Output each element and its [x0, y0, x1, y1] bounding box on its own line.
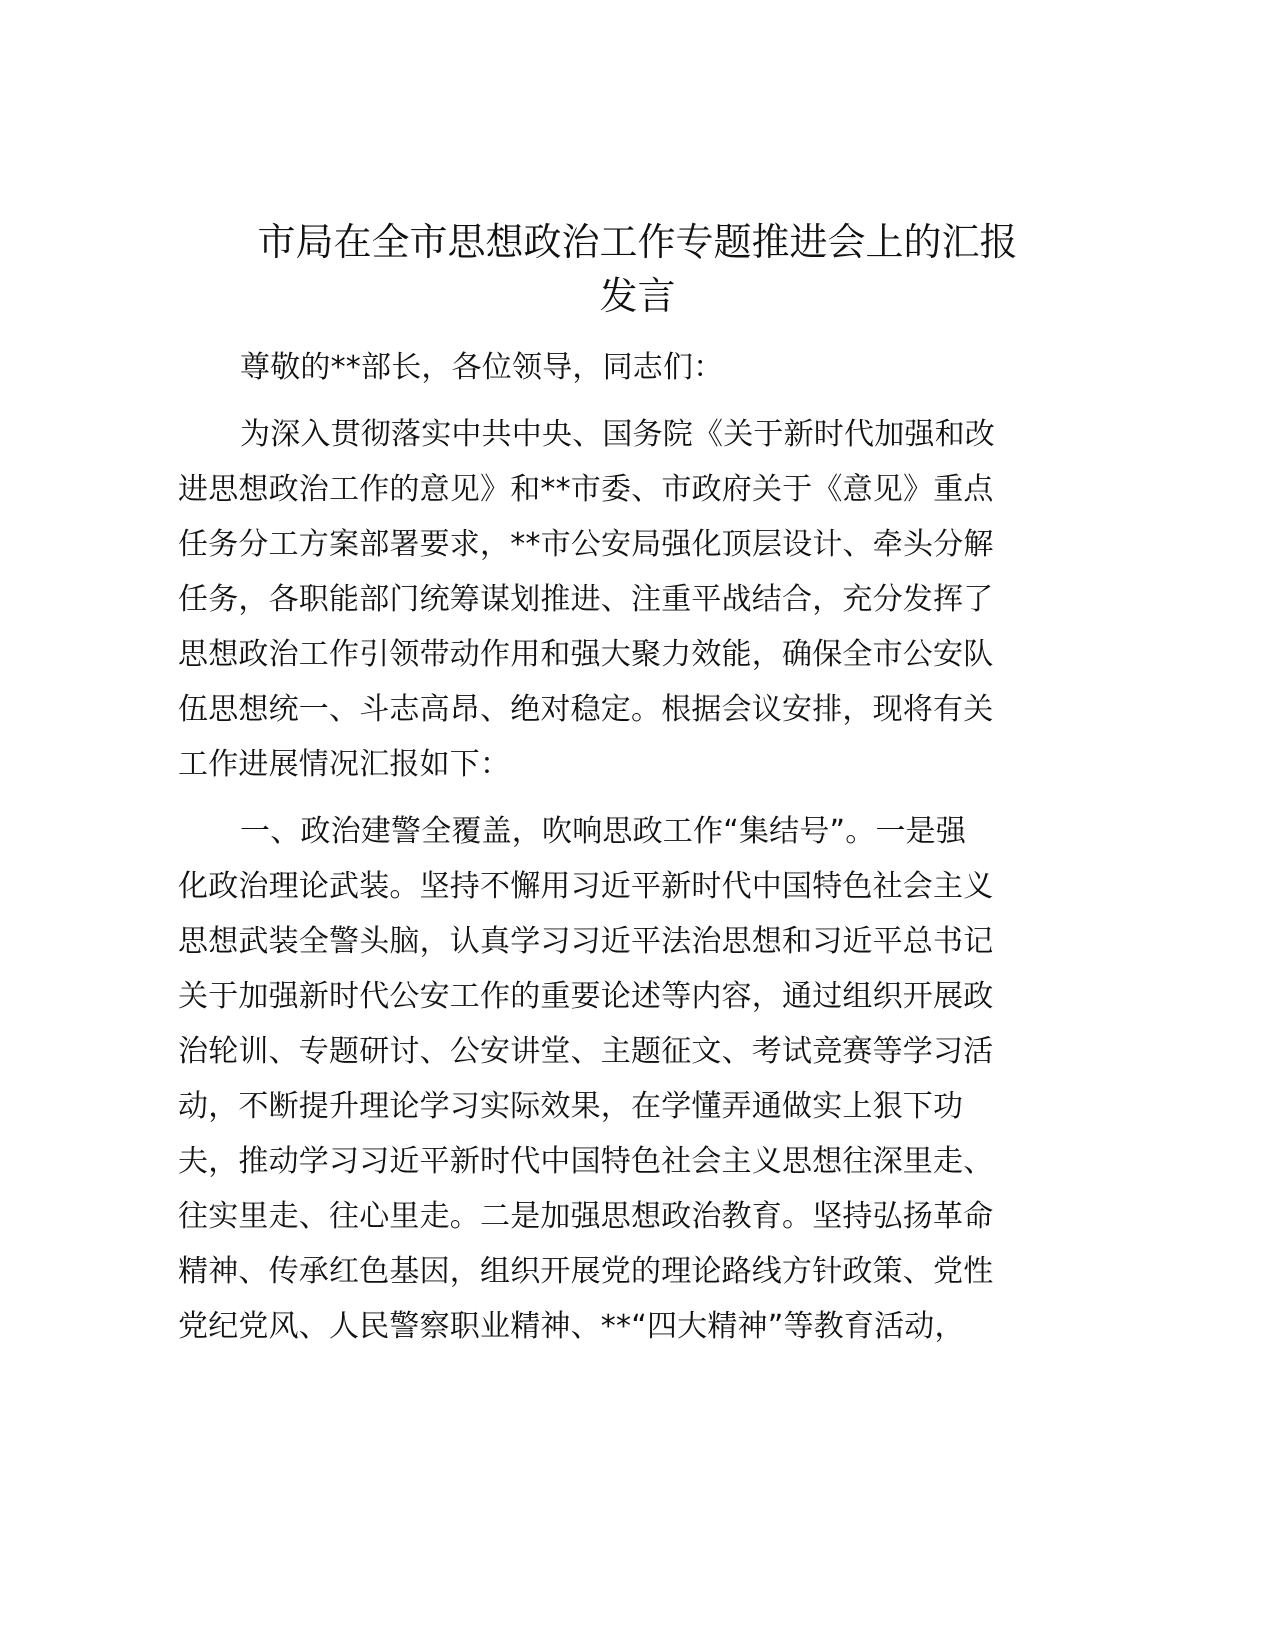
- text-line: 夫，推动学习习近平新时代中国特色社会主义思想往深里走、: [178, 1144, 994, 1179]
- text-line: 往实里走、往心里走。二是加强思想政治教育。坚持弘扬革命: [178, 1199, 994, 1234]
- text-line: 思想政治工作引领带动作用和强大聚力效能，确保全市公安队: [178, 637, 994, 672]
- salutation: 尊敬的**部长，各位领导，同志们：: [240, 350, 724, 385]
- salutation-paragraph: [178, 340, 1038, 395]
- text-line: 精神、传承红色基因，组织开展党的理论路线方针政策、党性: [178, 1254, 994, 1289]
- text-line: 治轮训、专题研讨、公安讲堂、主题征文、考试竞赛等学习活: [178, 1034, 994, 1069]
- text-line: 党纪党风、人民警察职业精神、**“四大精神”等教育活动，: [178, 1309, 965, 1344]
- text-line: 进思想政治工作的意见》和**市委、市政府关于《意见》重点: [178, 472, 994, 507]
- title-line: 市局在全市思想政治工作专题推进会上的汇报: [257, 220, 1018, 264]
- text-line: 任务分工方案部署要求，**市公安局强化顶层设计、牵头分解: [178, 527, 994, 562]
- paragraph-intro: [178, 407, 1038, 792]
- text-line: 工作进展情况汇报如下：: [178, 747, 511, 782]
- text-line: 化政治理论武装。坚持不懈用习近平新时代中国特色社会主义: [178, 869, 994, 904]
- text-line: 关于加强新时代公安工作的重要论述等内容，通过组织开展政: [178, 979, 994, 1014]
- text-line: 任务，各职能部门统筹谋划推进、注重平战结合，充分发挥了: [178, 582, 994, 617]
- text-line: 一、政治建警全覆盖，吹响思政工作“集结号”。一是强: [240, 814, 967, 849]
- document-title: [150, 215, 1125, 323]
- text-line: 思想武装全警头脑，认真学习习近平法治思想和习近平总书记: [178, 924, 994, 959]
- text-line: 动，不断提升理论学习实际效果，在学懂弄通做实上狠下功: [178, 1089, 964, 1124]
- paragraph-section-1: [178, 804, 1038, 1354]
- title-line: 发言: [599, 274, 676, 318]
- document-body: [178, 340, 1038, 1366]
- text-line: 伍思想统一、斗志高昂、绝对稳定。根据会议安排，现将有关: [178, 692, 994, 727]
- text-line: 为深入贯彻落实中共中央、国务院《关于新时代加强和改: [240, 417, 995, 452]
